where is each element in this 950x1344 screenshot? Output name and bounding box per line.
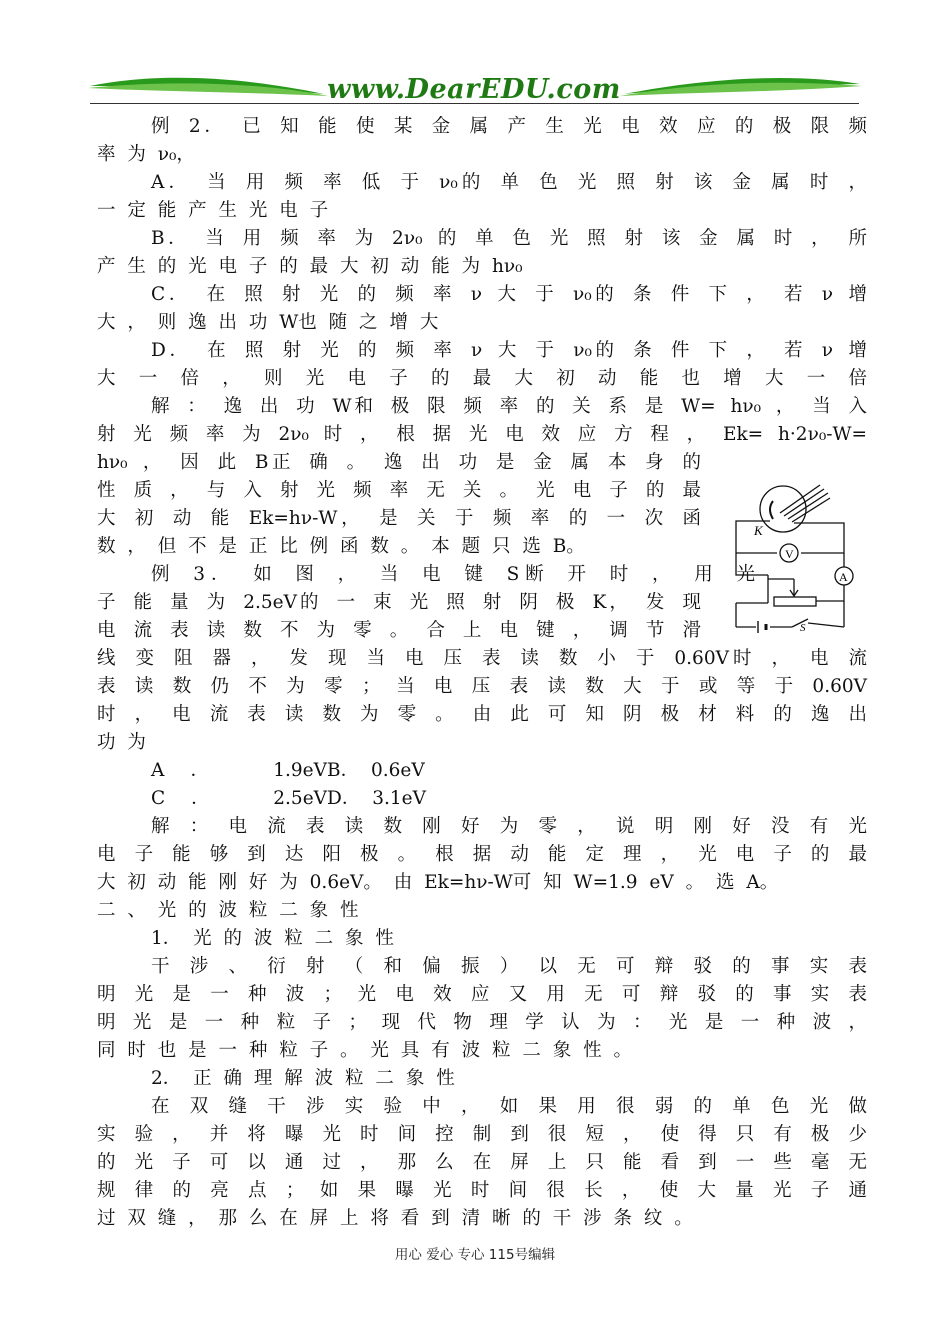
- text-line: 在 双 缝 干 涉 实 验 中 ， 如 果 用 很 弱 的 单 色 光 做: [151, 1096, 867, 1117]
- text-line: 表 读 数 仍 不 为 零 ； 当 电 压 表 读 数 大 于 或 等 于 0.60V: [97, 676, 867, 697]
- light-ray: [788, 493, 828, 519]
- text-line: C． 在 照 射 光 的 频 率 ν 大 于 ν₀的 条 件 下 ， 若 ν 增: [151, 284, 867, 305]
- text-line: 射 光 频 率 为 2ν₀ 时 ， 根 据 光 电 效 应 方 程 ， Ek= h·2ν₀-W=: [97, 424, 867, 445]
- options-row: [97, 785, 867, 813]
- text-line: 规 律 的 亮 点 ； 如 果 曝 光 时 间 很 长 ， 使 大 量 光 子 通: [97, 1180, 867, 1201]
- text-line: 子 能 量 为 2.5eV的 一 束 光 照 射 阴 极 K， 发 现: [97, 592, 701, 613]
- text-line: D． 在 照 射 光 的 频 率 ν 大 于 ν₀的 条 件 下 ， 若 ν 增: [151, 340, 867, 361]
- option-d: D． 3.1eV: [327, 788, 426, 809]
- photocell-tube: [760, 486, 806, 532]
- text-line: 明 光 是 一 种 粒 子 ； 现 代 物 理 学 认 为 ： 光 是 一 种 波 ，: [97, 1012, 867, 1033]
- switch-label: S: [800, 622, 806, 634]
- text-line: 大 初 动 能 刚 好 为 0.6eV。 由 Ek=hν-W可 知 W=1.9 eV 。 选 A。: [97, 872, 779, 893]
- text-line: B． 当 用 频 率 为 2ν₀ 的 单 色 光 照 射 该 金 属 时 ， 所: [151, 228, 867, 249]
- text-line: 明 光 是 一 种 波 ； 光 电 效 应 又 用 无 可 辩 驳 的 事 实 表: [97, 984, 867, 1005]
- text-line: 实 验 ， 并 将 曝 光 时 间 控 制 到 很 短 ， 使 得 只 有 极 少: [97, 1124, 867, 1145]
- rheostat: [774, 597, 816, 606]
- text-line: 时 ， 电 流 表 读 数 为 零 。 由 此 可 知 阴 极 材 料 的 逸 出: [97, 704, 867, 725]
- text-line: 的 光 子 可 以 通 过 ， 那 么 在 屏 上 只 能 看 到 一 些 毫 无: [97, 1152, 867, 1173]
- option-c: C． 2.5eV: [151, 788, 327, 809]
- text-line: 大 初 动 能 Ek=hν-W， 是 关 于 频 率 的 一 次 函: [97, 508, 701, 529]
- ammeter-label: A: [839, 570, 848, 584]
- text-line: 干 涉 、 衍 射 （ 和 偏 振 ） 以 无 可 辩 驳 的 事 实 表: [151, 956, 867, 977]
- cathode-label: K: [754, 523, 763, 538]
- cathode-plate: [770, 501, 773, 519]
- photoelectric-circuit-diagram: [726, 483, 858, 639]
- light-ray: [784, 489, 824, 516]
- text-line: 数 ， 但 不 是 正 比 例 函 数 。 本 题 只 选 B。: [97, 536, 585, 557]
- text-line: 同 时 也 是 一 种 粒 子 。 光 具 有 波 粒 二 象 性 。: [97, 1040, 632, 1061]
- text-line: 产 生 的 光 电 子 的 最 大 初 动 能 为 hν₀: [97, 256, 523, 277]
- text-line: 率 为 ν₀，: [97, 144, 195, 165]
- section-heading: 二 、 光 的 波 粒 二 象 性: [97, 900, 359, 921]
- subsection-heading: 1． 光 的 波 粒 二 象 性: [151, 928, 394, 949]
- text-line: 大 ， 则 逸 出 功 W也 随 之 增 大: [97, 312, 439, 333]
- header-rule: [90, 103, 859, 104]
- text-line: 解 ： 逸 出 功 W和 极 限 频 率 的 关 系 是 W= hν₀ ， 当 入: [151, 396, 867, 417]
- text-line: 功 为: [97, 732, 146, 753]
- site-logo[interactable]: www.DearEDU.com: [327, 74, 621, 105]
- light-ray: [792, 498, 830, 522]
- option-a: A． 1.9eV: [151, 760, 327, 781]
- document-body: [97, 113, 867, 1233]
- text-line: hν₀ ， 因 此 B正 确 。 逸 出 功 是 金 属 本 身 的: [97, 452, 701, 473]
- text-line: 解 ： 电 流 表 读 数 刚 好 为 零 ， 说 明 刚 好 没 有 光: [151, 816, 867, 837]
- text-line: 一 定 能 产 生 光 电 子: [97, 200, 329, 221]
- voltmeter-label: V: [785, 547, 794, 561]
- text-line: 电 子 能 够 到 达 阳 极 。 根 据 动 能 定 理 ， 光 电 子 的 最: [97, 844, 867, 865]
- text-line: 大 一 倍 ， 则 光 电 子 的 最 大 初 动 能 也 增 大 一 倍: [97, 368, 867, 389]
- text-line: 例 2． 已 知 能 使 某 金 属 产 生 光 电 效 应 的 极 限 频: [151, 116, 867, 137]
- text-line: 电 流 表 读 数 不 为 零 。 合 上 电 键 ， 调 节 滑: [97, 620, 701, 641]
- text-line: 性 质 ， 与 入 射 光 频 率 无 关 。 光 电 子 的 最: [97, 480, 701, 501]
- options-row: [97, 757, 867, 785]
- subsection-heading: 2． 正 确 理 解 波 粒 二 象 性: [151, 1068, 455, 1089]
- text-line: 线 变 阻 器 ， 发 现 当 电 压 表 读 数 小 于 0.60V时 ， 电 流: [97, 648, 867, 669]
- option-b: B． 0.6eV: [327, 760, 425, 781]
- text-line: 例 3． 如 图 ， 当 电 键 S断 开 时 ， 用 光: [151, 564, 755, 585]
- text-line: 过 双 缝 ， 那 么 在 屏 上 将 看 到 清 晰 的 干 涉 条 纹 。: [97, 1208, 693, 1229]
- text-line: A． 当 用 频 率 低 于 ν₀的 单 色 光 照 射 该 金 属 时 ，: [151, 172, 867, 193]
- page-footer: 用心 爱心 专心 115号编辑: [394, 1247, 556, 1263]
